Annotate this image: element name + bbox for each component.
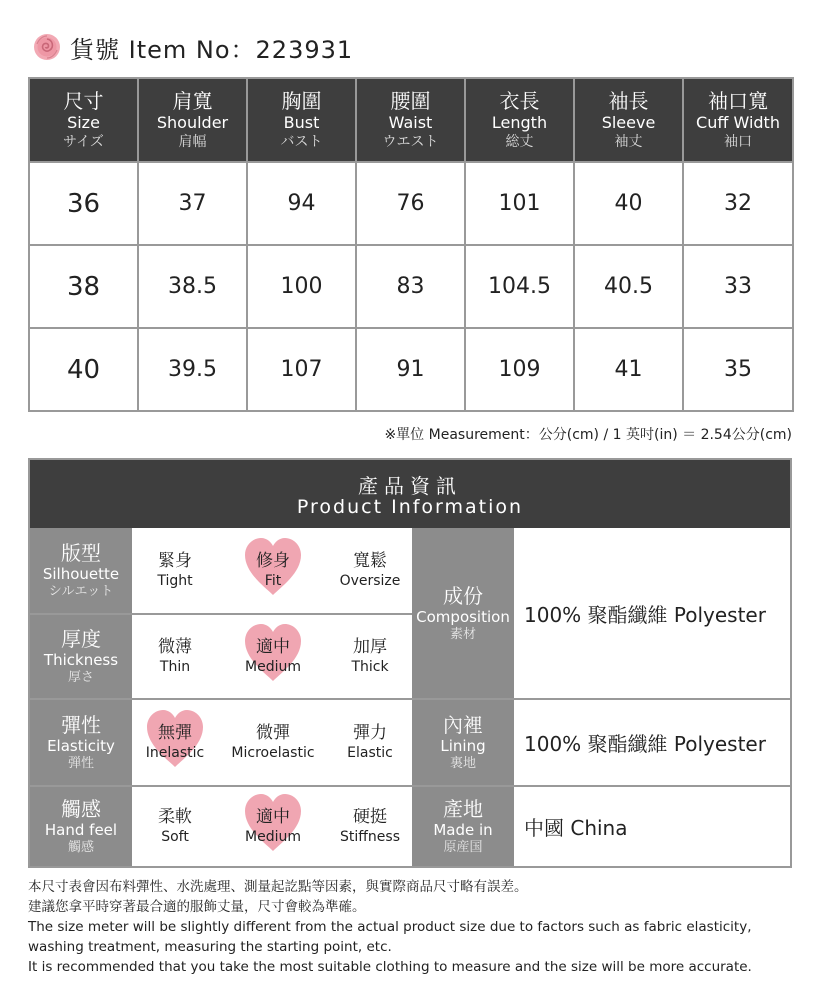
size-header-en: Sleeve — [601, 113, 656, 132]
option-en: Elastic — [347, 745, 393, 761]
attribute-scale — [132, 698, 412, 785]
measurement-value: 100 — [247, 245, 356, 328]
option-zh: 寬鬆 — [353, 551, 387, 571]
size-header-zh: 袖長 — [608, 89, 649, 113]
option-zh: 柔軟 — [158, 807, 192, 827]
size-header-en: Cuff Width — [696, 113, 780, 132]
made-in-value: 中國 China — [514, 785, 790, 866]
size-header-cell — [138, 78, 247, 162]
attribute-label-zh: 彈性 — [61, 713, 101, 737]
measurement-value: 37 — [138, 162, 247, 245]
measurement-value: 101 — [465, 162, 574, 245]
footer-note-line: The size meter will be slightly different from the actual product size due to factors such as fabric elasticity, — [28, 919, 752, 935]
option-zh: 適中 — [256, 807, 290, 827]
option-en: Microelastic — [231, 745, 315, 761]
attribute-label — [30, 785, 132, 866]
attribute-label-en: Thickness — [43, 651, 119, 669]
measurement-value: 39.5 — [138, 328, 247, 411]
attribute-option — [325, 528, 415, 613]
option-zh: 微薄 — [158, 637, 192, 657]
option-en: Thin — [159, 659, 191, 675]
made-in-label-zh: 產地 — [443, 797, 483, 821]
footer-note-line: 建議您拿平時穿著最合適的服飾丈量，尺寸會較為準確。 — [28, 899, 366, 915]
size-header-en: Bust — [283, 113, 320, 132]
option-en: Inelastic — [145, 745, 205, 761]
option-zh: 彈力 — [353, 723, 387, 743]
selected-option — [130, 700, 220, 785]
composition-value: 100% 聚酯纖維 Polyester — [524, 602, 766, 627]
attribute-label-en: Hand feel — [44, 821, 118, 839]
measurement-value: 41 — [574, 328, 683, 411]
option-zh: 加厚 — [353, 637, 387, 657]
size-table — [28, 77, 794, 412]
option-en: Medium — [245, 659, 301, 675]
option-zh: 硬挺 — [353, 807, 387, 827]
attribute-label-jp: シルエット — [48, 584, 114, 599]
attribute-label-jp: 厚さ — [67, 670, 94, 685]
option-en: Thick — [351, 659, 389, 675]
measurement-value: 109 — [465, 328, 574, 411]
size-header-cell — [29, 78, 138, 162]
option-en: Soft — [161, 829, 189, 845]
size-header-cell — [574, 78, 683, 162]
size-row — [29, 328, 793, 411]
size-header-jp: 袖丈 — [614, 134, 643, 150]
measurement-value: 33 — [683, 245, 793, 328]
size-header-zh: 胸圍 — [281, 89, 322, 113]
measurement-value: 91 — [356, 328, 465, 411]
attribute-label — [30, 528, 132, 613]
attribute-option — [130, 787, 220, 866]
product-info-title — [30, 460, 790, 528]
attribute-label-en: Elasticity — [47, 737, 115, 755]
footer-note-line: washing treatment, measuring the starting point, etc. — [28, 939, 392, 955]
composition-label-en: Composition — [416, 607, 510, 626]
option-en: Oversize — [339, 573, 401, 589]
attribute-label — [30, 613, 132, 698]
attribute-label-jp: 觸感 — [67, 840, 94, 855]
size-header-zh: 尺寸 — [63, 89, 104, 113]
option-zh: 無彈 — [158, 723, 192, 743]
made-in-label — [412, 785, 514, 866]
selected-option — [228, 787, 318, 866]
option-zh: 微彈 — [256, 723, 290, 743]
composition-label-zh: 成份 — [443, 583, 483, 608]
measurement-value: 40 — [574, 162, 683, 245]
attribute-option — [130, 615, 220, 698]
size-header-cell — [683, 78, 793, 162]
product-info-title-zh: 產品資訊 — [358, 474, 462, 498]
attribute-label-jp: 弾性 — [67, 756, 94, 771]
made-in-label-jp: 原産国 — [443, 840, 483, 855]
item-number: 貨號 Item No：223931 — [70, 35, 354, 64]
measurement-value: 38.5 — [138, 245, 247, 328]
lining-label-en: Lining — [440, 737, 486, 755]
size-table-header — [29, 78, 793, 162]
size-header-cell — [356, 78, 465, 162]
product-info-panel — [28, 458, 792, 868]
footer-note-line: It is recommended that you take the most suitable clothing to measure and the size will be more accurate. — [28, 959, 752, 975]
lining-value: 100% 聚酯纖維 Polyester — [514, 698, 790, 785]
size-header-jp: サイズ — [63, 134, 104, 150]
size-header-jp: 肩幅 — [178, 134, 207, 150]
option-en: Medium — [245, 829, 301, 845]
size-header-zh: 衣長 — [499, 89, 540, 113]
size-value: 40 — [29, 328, 138, 411]
option-zh: 適中 — [256, 637, 290, 657]
attribute-label-zh: 版型 — [61, 541, 101, 565]
footer-notes — [28, 877, 808, 977]
measurement-value: 83 — [356, 245, 465, 328]
attribute-label-zh: 厚度 — [61, 627, 101, 651]
selected-option — [228, 528, 318, 613]
attribute-label-en: Silhouette — [42, 565, 120, 583]
size-row — [29, 162, 793, 245]
attribute-option — [325, 615, 415, 698]
composition-label-jp: 素材 — [449, 626, 476, 642]
attribute-label-zh: 觸感 — [61, 797, 101, 821]
size-header-jp: ウエスト — [382, 134, 439, 150]
lining-label — [412, 698, 514, 785]
measurement-value: 40.5 — [574, 245, 683, 328]
size-header-jp: 総丈 — [505, 134, 534, 150]
measurement-value: 104.5 — [465, 245, 574, 328]
size-header-jp: バスト — [280, 134, 323, 150]
size-header-en: Waist — [388, 113, 433, 132]
attribute-option — [228, 700, 318, 785]
size-header-zh: 袖口寬 — [708, 89, 768, 113]
size-row — [29, 245, 793, 328]
made-in-label-en: Made in — [433, 821, 493, 839]
size-header-en: Length — [491, 113, 548, 132]
size-header-en: Shoulder — [156, 113, 229, 132]
item-header — [32, 28, 353, 66]
size-header-zh: 肩寬 — [172, 89, 213, 113]
option-en: Fit — [264, 573, 282, 589]
lining-label-jp: 裏地 — [449, 756, 476, 771]
attribute-option — [325, 700, 415, 785]
composition-label — [412, 528, 514, 698]
measurement-value: 76 — [356, 162, 465, 245]
option-en: Tight — [157, 573, 193, 589]
measurement-value: 32 — [683, 162, 793, 245]
measurement-value: 94 — [247, 162, 356, 245]
attribute-option — [130, 528, 220, 613]
size-header-zh: 腰圍 — [390, 89, 431, 113]
selected-option — [228, 615, 318, 698]
measurement-note: ※單位 Measurement：公分(cm) / 1 英吋(in) ＝ 2.54公分(cm) — [384, 427, 792, 443]
attribute-scale — [132, 528, 412, 613]
product-info-title-en: Product Information — [296, 496, 524, 518]
attribute-label — [30, 698, 132, 785]
attribute-scale — [132, 613, 412, 698]
size-header-jp: 袖口 — [724, 134, 752, 150]
measurement-value: 107 — [247, 328, 356, 411]
option-en: Stiffness — [340, 829, 400, 845]
lining-label-zh: 內裡 — [443, 713, 483, 737]
attribute-scale — [132, 785, 412, 866]
option-zh: 緊身 — [158, 551, 192, 571]
size-value: 38 — [29, 245, 138, 328]
option-zh: 修身 — [256, 551, 290, 571]
measurement-value: 35 — [683, 328, 793, 411]
size-header-cell — [465, 78, 574, 162]
rose-icon — [32, 32, 62, 62]
size-header-cell — [247, 78, 356, 162]
footer-note-line: 本尺寸表會因布料彈性、水洗處理、測量起訖點等因素，與實際商品尺寸略有誤差。 — [28, 879, 528, 895]
size-value: 36 — [29, 162, 138, 245]
attribute-option — [325, 787, 415, 866]
size-header-en: Size — [67, 113, 100, 132]
